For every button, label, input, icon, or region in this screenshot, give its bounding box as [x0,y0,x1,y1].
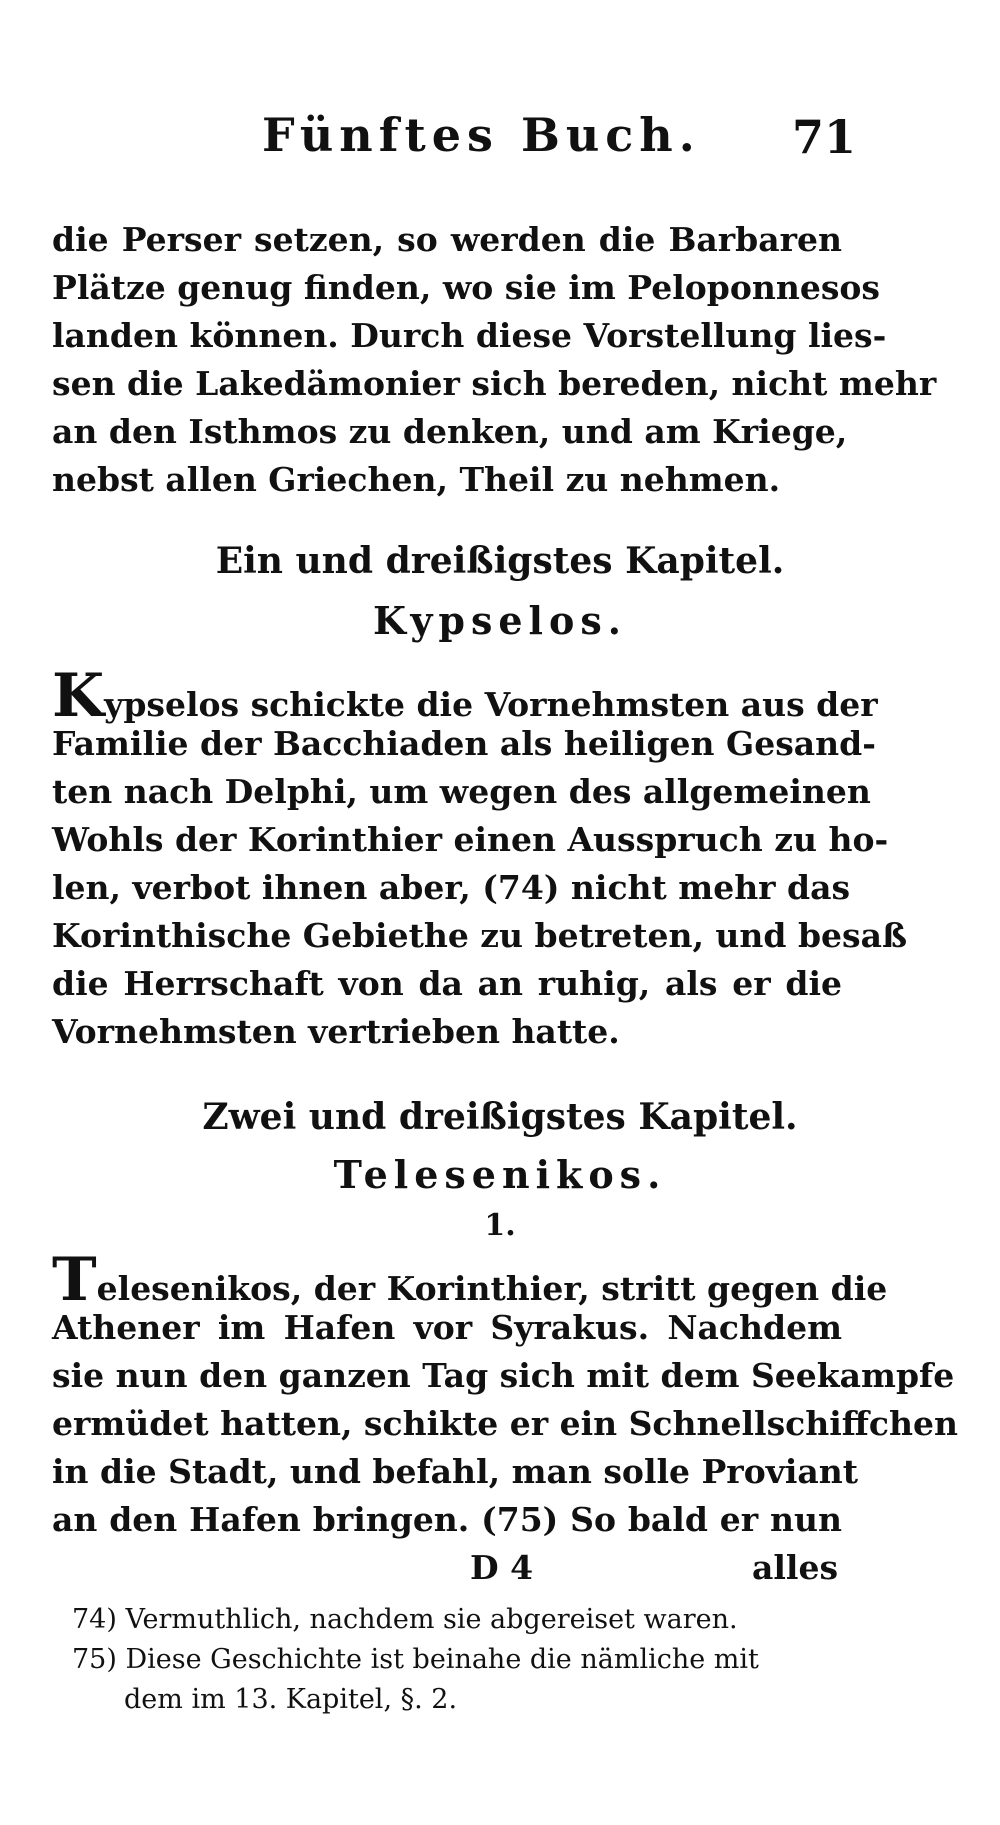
section-number: 1. [484,1208,516,1243]
text-line: in die Stadt, und befahl, man solle Proviant [52,1452,859,1491]
text-line: Familie der Bacchiaden als heiligen Gesand- [52,724,876,763]
chapter-paragraph [52,1245,958,1544]
signature-mark: D 4 [470,1548,534,1587]
chapter-name: Telesenikos. [333,1152,667,1197]
drop-cap: T [52,1245,97,1315]
text-line: Athener im Hafen vor Syrakus. Nachdem [52,1308,842,1347]
text-line: sen die Lakedämonier sich bereden, nicht mehr [52,364,937,403]
footnotes [72,1600,842,1720]
footnote-75-continued: dem im 13. Kapitel, §. 2. [124,1684,458,1715]
text-line: Korinthische Gebiethe zu betreten, und besaß [52,916,908,955]
text-line: Wohls der Korinthier einen Ausspruch zu ho- [52,820,889,859]
drop-cap: K [52,661,105,731]
text-line [52,661,878,731]
text-line: die Perser setzen, so werden die Barbaren [52,220,842,259]
running-title: Fünftes Buch. [262,108,701,162]
paragraph-continued [52,216,937,504]
text-line: sie nun den ganzen Tag sich mit dem Seekampfe [52,1356,955,1395]
footnote-74: 74) Vermuthlich, nachdem sie abgereiset waren. [72,1604,738,1635]
text-line: an den Isthmos zu denken, und am Kriege, [52,412,848,451]
chapter-paragraph [52,661,908,1056]
chapter-name: Kypselos. [373,598,627,643]
text-line: Plätze genug finden, wo sie im Peloponnesos [52,268,880,307]
text-line: die Herrschaft von da an ruhig, als er die [52,964,842,1003]
chapter-heading: Zwei und dreißigstes Kapitel. [202,1096,798,1138]
text-line: Vornehmsten vertrieben hatte. [52,1012,620,1051]
page-number: 71 [792,110,857,164]
footnote-75: 75) Diese Geschichte ist beinahe die nämliche mit [72,1644,759,1675]
text-line: ermüdet hatten, schikte er ein Schnellschiffchen [52,1404,958,1443]
text-line: nebst allen Griechen, Theil zu nehmen. [52,460,781,499]
text-line [52,1245,888,1315]
text-line: an den Hafen bringen. (75) So bald er nun [52,1500,842,1539]
chapter-heading: Ein und dreißigstes Kapitel. [215,540,785,582]
text-line: len, verbot ihnen aber, (74) nicht mehr das [52,868,851,907]
catchword: alles [752,1548,839,1587]
text-line: ten nach Delphi, um wegen des allgemeinen [52,772,871,811]
first-line-text: ypselos schickte die Vornehmsten aus der [104,685,878,724]
text-line: landen können. Durch diese Vorstellung lies- [52,316,887,355]
signature-line [0,1548,1000,1596]
running-head [0,108,1000,168]
first-line-text: elesenikos, der Korinthier, stritt gegen die [96,1269,888,1308]
